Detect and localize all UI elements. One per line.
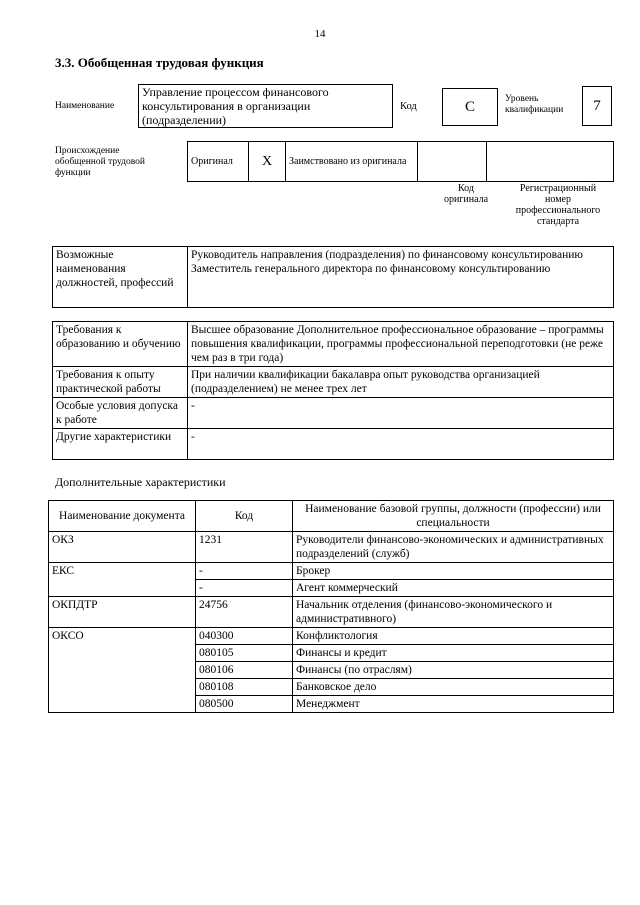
code-value-box: [442, 88, 498, 126]
row-doc: ЕКС: [49, 563, 196, 597]
code-original-cell: [418, 142, 487, 182]
origin-table: [187, 141, 614, 182]
function-name-value: Управление процессом финансового консультирования в организации (подразделении): [142, 85, 329, 127]
row-name: Конфликтология: [293, 628, 614, 645]
reg-number-caption: Регистрационный номер профессионального стандарта: [515, 183, 601, 227]
row-doc: ОКПДТР: [49, 597, 196, 628]
level-value-box: [582, 86, 612, 126]
header-code: Код: [196, 501, 293, 532]
possible-names-table: [52, 246, 614, 308]
row-code: 1231: [196, 532, 293, 563]
req-value: -: [188, 398, 614, 429]
req-value: При наличии квалификации бакалавра опыт руководства организацией (подразделением) не менее трех лет: [188, 367, 614, 398]
code-label: Код: [400, 101, 417, 112]
row-code: 080106: [196, 662, 293, 679]
row-name: Агент коммерческий: [293, 580, 614, 597]
row-code: 080108: [196, 679, 293, 696]
row-name: Брокер: [293, 563, 614, 580]
req-value: Высшее образование Дополнительное профессиональное образование – программы повышения квалификации, программы профессиональной переподготовки (не реже чем раз в три года): [188, 322, 614, 367]
row-code: 040300: [196, 628, 293, 645]
borrowed-label: Заимствовано из оригинала: [286, 142, 418, 182]
row-code: 080500: [196, 696, 293, 713]
section-title: 3.3. Обобщенная трудовая функция: [55, 55, 264, 70]
possible-names-label: Возможные наименования должностей, профессий: [53, 247, 188, 308]
name-label: Наименование: [55, 101, 115, 111]
original-mark: X: [249, 142, 286, 182]
row-name: Финансы и кредит: [293, 645, 614, 662]
row-name: Руководители финансово-экономических и административных подразделений (служб): [293, 532, 614, 563]
row-name: Менеджмент: [293, 696, 614, 713]
row-name: Банковское дело: [293, 679, 614, 696]
req-value: -: [188, 429, 614, 460]
req-label: Требования к опыту практической работы: [53, 367, 188, 398]
possible-name-item: Руководитель направления (подразделения) по финансовому консультированию: [191, 249, 583, 261]
reg-number-cell: [487, 142, 614, 182]
origin-label: Происхождение обобщенной трудовой функции: [55, 146, 145, 178]
additional-table: [48, 500, 614, 713]
row-code: -: [196, 580, 293, 597]
level-label: Уровень квалификации: [505, 94, 564, 115]
requirements-table: [52, 321, 614, 460]
possible-name-item: Заместитель генерального директора по финансовому консультированию: [191, 263, 551, 275]
req-label: Особые условия допуска к работе: [53, 398, 188, 429]
level-value: 7: [593, 98, 601, 114]
header-doc: Наименование документа: [49, 501, 196, 532]
function-name-box: [138, 84, 393, 128]
row-doc: ОКЗ: [49, 532, 196, 563]
req-label: Требования к образованию и обучению: [53, 322, 188, 367]
row-name: Финансы (по отраслям): [293, 662, 614, 679]
code-value: C: [464, 99, 475, 115]
code-original-caption: Код оригинала: [443, 183, 489, 205]
row-code: -: [196, 563, 293, 580]
req-label: Другие характеристики: [53, 429, 188, 460]
additional-title: Дополнительные характеристики: [55, 475, 226, 489]
row-code: 24756: [196, 597, 293, 628]
row-code: 080105: [196, 645, 293, 662]
possible-names-values: [188, 247, 614, 308]
original-label: Оригинал: [188, 142, 249, 182]
row-name: Начальник отделения (финансово-экономического и административного): [293, 597, 614, 628]
header-name: Наименование базовой группы, должности (профессии) или специальности: [293, 501, 614, 532]
page-number: 14: [314, 28, 326, 40]
row-doc: ОКСО: [49, 628, 196, 713]
